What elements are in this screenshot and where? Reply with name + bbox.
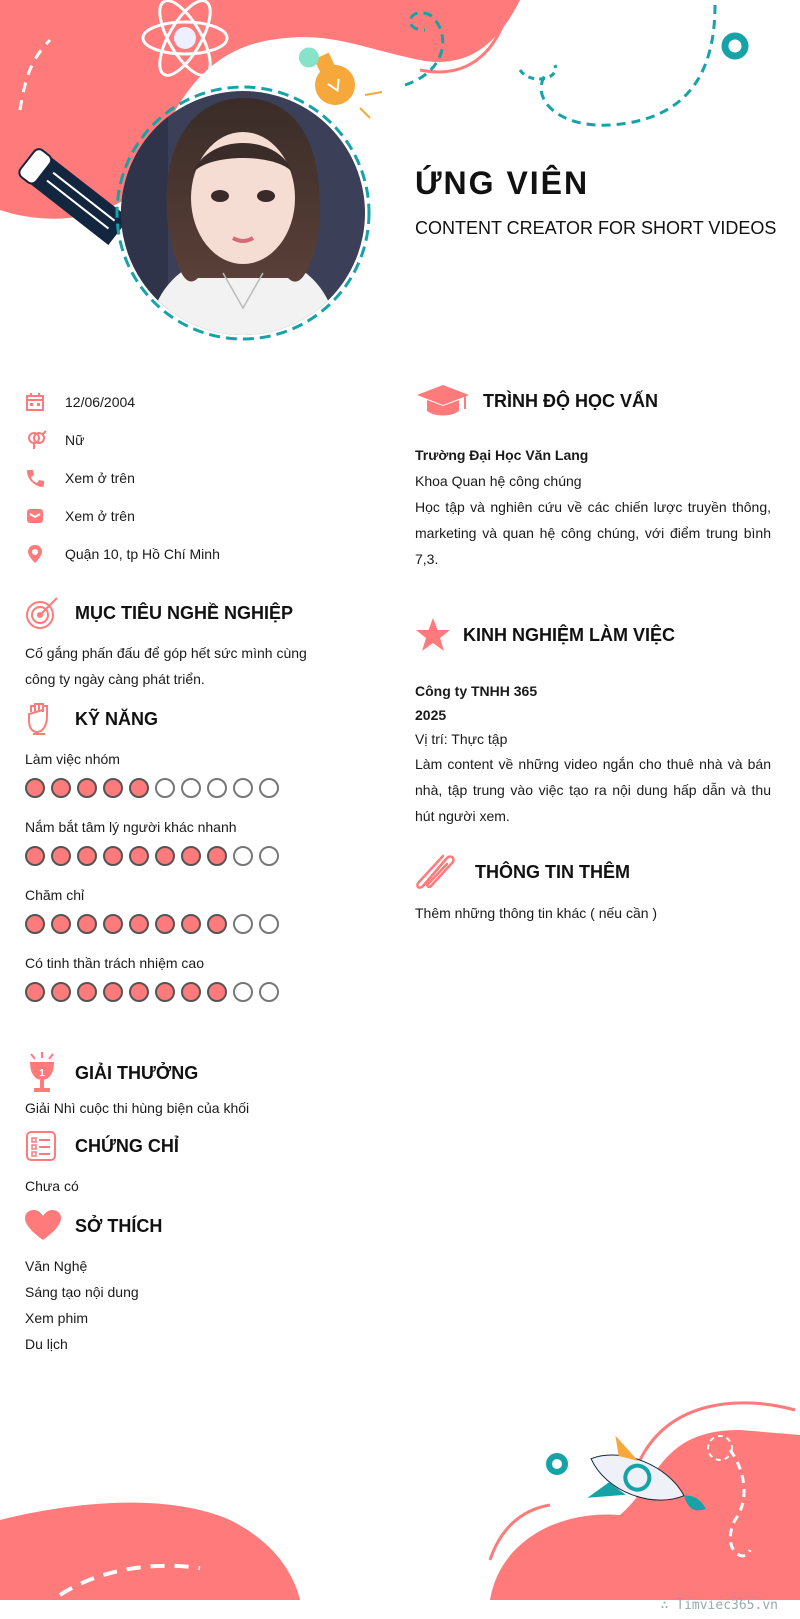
skill-rating	[25, 846, 345, 870]
objective-text: Cố gắng phấn đấu để góp hết sức mình cùng công ty ngày càng phát triển.	[25, 645, 307, 687]
watermark: ∴ Timviec365.vn	[660, 1598, 778, 1613]
skill-item	[25, 748, 345, 802]
rating-dot-filled	[129, 982, 149, 1002]
skills-list	[25, 748, 345, 1020]
heart-icon	[25, 1210, 75, 1242]
awards-heading	[25, 1052, 198, 1094]
phone-value: Xem ở trên	[65, 470, 135, 486]
rating-dot-filled	[181, 914, 201, 934]
objective-title: MỤC TIÊU NGHỀ NGHIỆP	[75, 602, 294, 623]
experience-description: Làm content về những video ngắn cho thuê nhà và bán nhà, tập trung vào việc tạo ra nội dung hấp dẫn và thu hút người xem.	[415, 756, 771, 824]
rating-dot-filled	[77, 778, 97, 798]
rating-dot-empty	[259, 846, 279, 866]
rating-dot-empty	[233, 846, 253, 866]
calendar-icon	[25, 390, 65, 414]
gender-icon	[25, 428, 65, 452]
rating-dot-filled	[25, 914, 45, 934]
job-title: CONTENT CREATOR FOR SHORT VIDEOS	[415, 218, 777, 238]
extra-text: Thêm những thông tin khác ( nếu cần )	[415, 905, 658, 921]
phone-icon	[25, 466, 65, 490]
major: Khoa Quan hệ công chúng	[415, 473, 582, 489]
rating-dot-empty	[233, 778, 253, 798]
hobby-item: Văn Nghệ	[25, 1258, 88, 1274]
hobbies-heading	[25, 1210, 162, 1242]
rating-dot-filled	[77, 982, 97, 1002]
fist-icon	[25, 702, 75, 736]
experience-heading	[415, 617, 675, 653]
address-value: Quận 10, tp Hồ Chí Minh	[65, 546, 220, 562]
rating-dot-filled	[25, 778, 45, 798]
contact-row-email	[25, 497, 345, 535]
rating-dot-filled	[51, 778, 71, 798]
certificates-heading	[25, 1130, 179, 1162]
skill-rating	[25, 914, 345, 938]
rating-dot-filled	[129, 846, 149, 866]
rating-dot-filled	[25, 846, 45, 866]
hobby-item: Du lịch	[25, 1336, 68, 1352]
gender-value: Nữ	[65, 432, 85, 448]
company-name: Công ty TNHH 365	[415, 683, 538, 699]
experience-year: 2025	[415, 707, 447, 723]
extra-heading	[415, 852, 630, 892]
rating-dot-filled	[25, 982, 45, 1002]
rating-dot-filled	[155, 914, 175, 934]
target-icon	[25, 596, 75, 630]
rating-dot-empty	[155, 778, 175, 798]
trophy-icon	[25, 1052, 75, 1094]
education-heading	[415, 383, 658, 419]
rating-dot-filled	[181, 846, 201, 866]
extra-title: THÔNG TIN THÊM	[475, 861, 630, 882]
rating-dot-filled	[103, 914, 123, 934]
rating-dot-filled	[207, 982, 227, 1002]
experience-details	[415, 679, 771, 829]
rating-dot-filled	[155, 982, 175, 1002]
contact-row-birthday	[25, 383, 345, 421]
graduation-cap-icon	[415, 383, 483, 419]
skill-item	[25, 952, 345, 1006]
rating-dot-filled	[103, 778, 123, 798]
rating-dot-filled	[51, 914, 71, 934]
email-icon	[25, 504, 65, 528]
rating-dot-filled	[129, 914, 149, 934]
skill-name: Nắm bắt tâm lý người khác nhanh	[25, 819, 237, 835]
awards-title: GIẢI THƯỞNG	[75, 1062, 199, 1083]
experience-title: KINH NGHIỆM LÀM VIỆC	[463, 624, 676, 645]
star-icon	[415, 617, 463, 653]
skill-name: Có tinh thần trách nhiệm cao	[25, 955, 204, 971]
skill-name: Chăm chỉ	[25, 887, 85, 903]
rating-dot-filled	[77, 914, 97, 934]
rating-dot-filled	[207, 846, 227, 866]
skill-rating	[25, 778, 345, 802]
hobby-item: Xem phim	[25, 1310, 89, 1326]
rating-dot-empty	[233, 914, 253, 934]
contact-row-gender	[25, 421, 345, 459]
svg-text:1: 1	[39, 1068, 45, 1079]
certificates-text: Chưa có	[25, 1178, 79, 1194]
footer-decoration	[0, 1390, 800, 1619]
rating-dot-empty	[259, 914, 279, 934]
email-value: Xem ở trên	[65, 508, 135, 524]
education-description: Học tập và nghiên cứu về các chiến lược truyền thông, marketing và quan hệ công chúng, với điểm trung bình 7,3.	[415, 499, 771, 567]
contact-row-phone	[25, 459, 345, 497]
rating-dot-filled	[155, 846, 175, 866]
rating-dot-filled	[103, 982, 123, 1002]
education-details	[415, 442, 771, 572]
rating-dot-empty	[259, 982, 279, 1002]
rating-dot-filled	[77, 846, 97, 866]
education-title: TRÌNH ĐỘ HỌC VẤN	[483, 390, 658, 411]
checklist-icon	[25, 1130, 75, 1162]
position: Vị trí: Thực tập	[415, 731, 508, 747]
skills-heading	[25, 702, 158, 736]
skill-item	[25, 884, 345, 938]
rating-dot-filled	[207, 914, 227, 934]
awards-text: Giải Nhì cuộc thi hùng biện của khối	[25, 1100, 250, 1116]
contact-info	[25, 383, 345, 573]
hobby-item: Sáng tạo nội dung	[25, 1284, 139, 1300]
rating-dot-empty	[207, 778, 227, 798]
rating-dot-filled	[129, 778, 149, 798]
rating-dot-empty	[259, 778, 279, 798]
skill-rating	[25, 982, 345, 1006]
location-icon	[25, 542, 65, 566]
rating-dot-filled	[51, 982, 71, 1002]
certificates-title: CHỨNG CHỈ	[75, 1135, 179, 1156]
skill-name: Làm việc nhóm	[25, 751, 120, 767]
paperclip-icon	[415, 852, 475, 892]
rating-dot-empty	[181, 778, 201, 798]
rating-dot-filled	[181, 982, 201, 1002]
hobbies-title: SỞ THÍCH	[75, 1215, 163, 1236]
objective-heading	[25, 596, 293, 630]
school-name: Trường Đại Học Văn Lang	[415, 447, 589, 463]
hobbies-list	[25, 1253, 139, 1357]
rating-dot-filled	[51, 846, 71, 866]
rating-dot-filled	[103, 846, 123, 866]
candidate-name: ỨNG VIÊN	[415, 165, 590, 201]
profile-photo	[108, 78, 378, 348]
skill-item	[25, 816, 345, 870]
rating-dot-empty	[233, 982, 253, 1002]
birthday-value: 12/06/2004	[65, 394, 136, 410]
contact-row-address	[25, 535, 345, 573]
skills-title: KỸ NĂNG	[75, 708, 159, 729]
